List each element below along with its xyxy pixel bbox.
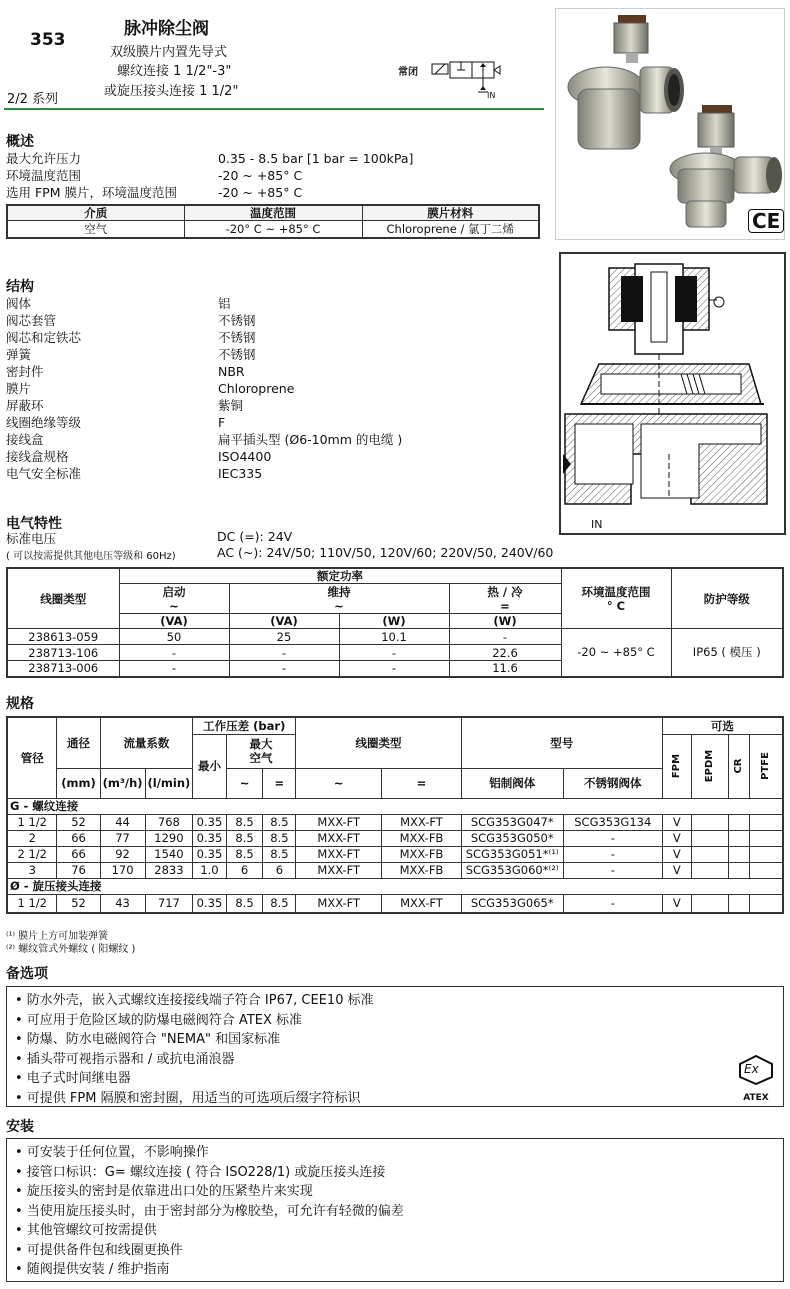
unit-va: (VA) — [229, 614, 339, 629]
ptfe-cell — [750, 894, 783, 913]
max-ac-cell: 8.5 — [226, 830, 263, 846]
start-text: 启动 — [162, 584, 186, 599]
product-code: 353 — [30, 30, 66, 50]
lmin-cell: 717 — [145, 894, 193, 913]
m3h-cell: 44 — [100, 814, 145, 830]
bore-cell: 52 — [57, 894, 100, 913]
max-ac-cell: 8.5 — [226, 846, 263, 862]
start-cell: - — [119, 645, 229, 661]
table-row — [7, 894, 783, 913]
fpm-cell: V — [662, 894, 691, 913]
table-row — [7, 629, 783, 645]
coil-cell: 238713-006 — [7, 661, 119, 677]
option-fpm — [662, 734, 691, 798]
coil-dc-cell: MXX-FT — [382, 894, 461, 913]
coil-type-header: 线圈类型 — [7, 568, 119, 629]
air-text: 空气 — [249, 751, 273, 765]
temp-header: 温度范围 — [184, 205, 362, 221]
cr-cell — [729, 894, 750, 913]
hold-va-cell: - — [229, 661, 339, 677]
fpm-cell: V — [662, 862, 691, 878]
specs-title: 规格 — [6, 696, 34, 712]
pipe-cell: 3 — [7, 862, 57, 878]
spec-key: 屏蔽环 — [6, 398, 44, 413]
hot-cold-cell: - — [449, 629, 561, 645]
hold-w-cell: - — [339, 661, 449, 677]
hot-cold-header — [449, 584, 561, 614]
spec-value: 不锈钢 — [218, 330, 256, 345]
construction-list — [6, 295, 402, 482]
rated-power-header: 额定功率 — [119, 568, 561, 584]
coil-ac-symbol: ~ — [296, 768, 382, 798]
construction-row — [6, 329, 402, 346]
epdm-cell — [691, 894, 728, 913]
max-ac-cell: 8.5 — [226, 814, 263, 830]
list-item: • 防爆、防水电磁阀符合 "NEMA" 和国家标准 — [15, 1032, 281, 1047]
table-row — [7, 862, 783, 878]
bore-cell: 66 — [57, 846, 100, 862]
options-title: 备选项 — [6, 966, 48, 982]
overview-row — [6, 184, 413, 201]
spec-value: -20 ~ +85° C — [218, 185, 303, 200]
ss-model-cell: - — [563, 846, 662, 862]
unit-va: (VA) — [119, 614, 229, 629]
coil-ac-cell: MXX-FT — [296, 862, 382, 878]
subtitle-1: 双级膜片内置先导式 — [110, 45, 228, 60]
table-row — [7, 814, 783, 830]
overview-row — [6, 150, 413, 167]
cr-cell — [729, 862, 750, 878]
min-cell: 0.35 — [193, 830, 226, 846]
unit-w: (W) — [339, 614, 449, 629]
temp-value: -20° C ~ +85° C — [184, 221, 362, 238]
dc-symbol: = — [500, 598, 510, 613]
coil-dc-symbol: = — [382, 768, 461, 798]
coil-cell: 238613-059 — [7, 629, 119, 645]
spec-value: 紫铜 — [218, 398, 244, 413]
cross-section-drawing — [559, 252, 786, 535]
coil-ac-cell: MXX-FT — [296, 894, 382, 913]
table-row — [7, 830, 783, 846]
bore-cell: 76 — [57, 862, 100, 878]
overview-title: 概述 — [6, 134, 34, 150]
drawing-in-label: IN — [591, 518, 603, 531]
option-epdm — [691, 734, 728, 798]
hold-ac-symbol: ~ — [334, 598, 344, 613]
cr-cell — [729, 814, 750, 830]
construction-row — [6, 295, 402, 312]
lmin-cell: 1290 — [145, 830, 193, 846]
lmin-unit: (l/min) — [145, 768, 193, 798]
hot-cold-text: 热 / 冷 — [487, 584, 523, 599]
max-header — [226, 734, 296, 768]
specs-table — [6, 716, 784, 914]
construction-row — [6, 346, 402, 363]
max-text: 最大 — [249, 737, 273, 751]
symbol-in-label: IN — [487, 91, 496, 100]
product-title: 脉冲除尘阀 — [124, 19, 209, 39]
ambient-text: 环境温度范围 — [581, 584, 651, 599]
spec-value: 不锈钢 — [218, 347, 256, 362]
dc-voltage: DC (=): 24V — [217, 529, 293, 544]
spec-key: 线圈绝缘等级 — [6, 415, 82, 430]
coil-ac-cell: MXX-FT — [296, 814, 382, 830]
media-table — [6, 204, 540, 239]
start-cell: - — [119, 661, 229, 677]
spec-key: 阀芯套管 — [6, 313, 57, 328]
pipe-header: 管径 — [7, 717, 57, 798]
atex-logo — [736, 1055, 776, 1101]
footnote-2: ⁽²⁾ 螺纹管式外螺纹 ( 阳螺纹 ) — [6, 944, 136, 955]
max-dc-cell: 6 — [263, 862, 296, 878]
mm-unit: (mm) — [57, 768, 100, 798]
alu-model-cell: SCG353G060*⁽²⁾ — [461, 862, 563, 878]
construction-row — [6, 465, 402, 482]
pipe-cell: 1 1/2 — [7, 814, 57, 830]
start-cell: 50 — [119, 629, 229, 645]
start-ac-symbol: ~ — [169, 598, 179, 613]
group-compression: Ø - 旋压接头连接 — [7, 878, 783, 894]
m3h-cell: 43 — [100, 894, 145, 913]
ss-model-cell: - — [563, 894, 662, 913]
spec-key: 接线盒 — [6, 432, 44, 447]
ss-model-cell: - — [563, 830, 662, 846]
cross-section-icon — [561, 254, 784, 533]
lmin-cell: 768 — [145, 814, 193, 830]
bore-cell: 66 — [57, 830, 100, 846]
alu-model-cell: SCG353G051*⁽¹⁾ — [461, 846, 563, 862]
alu-body-header: 铝制阀体 — [461, 768, 563, 798]
coil-type-header: 线圈类型 — [296, 717, 461, 768]
overview-list — [6, 150, 413, 201]
spec-key: 接线盒规格 — [6, 449, 69, 464]
list-item: • 可提供备件包和线圈更换件 — [15, 1242, 183, 1258]
alu-model-cell: SCG353G050* — [461, 830, 563, 846]
subtitle-3: 或旋压接头连接 1 1/2" — [104, 84, 239, 99]
install-title: 安装 — [6, 1119, 34, 1135]
work-pressure-header: 工作压差 (bar) — [193, 717, 296, 734]
ip-rating-cell: IP65 ( 模压 ) — [671, 629, 783, 677]
hot-cold-cell: 22.6 — [449, 645, 561, 661]
list-item: • 当使用旋压接头时，由于密封部分为橡胶垫，可允许有轻微的偏差 — [15, 1203, 404, 1219]
hot-cold-cell: 11.6 — [449, 661, 561, 677]
fpm-cell: V — [662, 814, 691, 830]
spec-key: 电气安全标准 — [6, 466, 82, 481]
coil-cell: 238713-106 — [7, 645, 119, 661]
voltage-note: ( 可以按需提供其他电压等级和 60Hz) — [6, 551, 176, 562]
spec-key: 密封件 — [6, 364, 44, 379]
max-ac-cell: 8.5 — [226, 894, 263, 913]
start-header — [119, 584, 229, 614]
lmin-cell: 2833 — [145, 862, 193, 878]
lmin-cell: 1540 — [145, 846, 193, 862]
list-item: • 可应用于危险区域的防爆电磁阀符合 ATEX 标准 — [15, 1012, 303, 1028]
valve-photo-icon — [556, 9, 785, 240]
dc-symbol: = — [263, 768, 296, 798]
list-item: • 旋压接头的密封是依靠进出口处的压紧垫片来实现 — [15, 1184, 313, 1199]
install-box — [6, 1138, 784, 1282]
spec-value: F — [218, 415, 226, 430]
spec-key: 阀体 — [6, 296, 32, 311]
option-fpm-label: FPM — [670, 753, 682, 779]
max-dc-cell: 8.5 — [263, 814, 296, 830]
list-item: • 防水外壳，嵌入式螺纹连接接线端子符合 IP67, CEE10 标准 — [15, 993, 374, 1008]
construction-row — [6, 397, 402, 414]
ce-mark: CE — [748, 209, 784, 233]
media-header: 介质 — [7, 205, 184, 221]
ptfe-cell — [750, 814, 783, 830]
ss-model-cell: - — [563, 862, 662, 878]
coil-dc-cell: MXX-FT — [382, 814, 461, 830]
spec-key: 最大允许压力 — [6, 151, 82, 166]
diaphragm-header: 膜片材料 — [362, 205, 539, 221]
max-dc-cell: 8.5 — [263, 830, 296, 846]
m3h-cell: 92 — [100, 846, 145, 862]
max-dc-cell: 8.5 — [263, 846, 296, 862]
min-cell: 0.35 — [193, 814, 226, 830]
hold-va-cell: - — [229, 645, 339, 661]
product-photo — [555, 8, 785, 240]
pipe-cell: 1 1/2 — [7, 894, 57, 913]
deg-c-text: ° C — [606, 598, 626, 613]
coil-dc-cell: MXX-FB — [382, 846, 461, 862]
cr-cell — [729, 846, 750, 862]
construction-row — [6, 414, 402, 431]
options-box — [6, 986, 784, 1107]
epdm-cell — [691, 814, 728, 830]
spec-value: 铝 — [218, 296, 231, 311]
subtitle-2: 螺纹连接 1 1/2"-3" — [117, 64, 232, 79]
alu-model-cell: SCG353G065* — [461, 894, 563, 913]
epdm-cell — [691, 830, 728, 846]
construction-row — [6, 431, 402, 448]
list-item: • 接管口标识：G= 螺纹连接 ( 符合 ISO228/1) 或旋压接头连接 — [15, 1164, 386, 1180]
option-cr — [729, 734, 750, 798]
coil-ac-cell: MXX-FT — [296, 830, 382, 846]
spec-key: 环境温度范围 — [6, 168, 82, 183]
spec-value: 0.35 - 8.5 bar [1 bar = 100kPa] — [218, 151, 414, 166]
coil-dc-cell: MXX-FB — [382, 830, 461, 846]
alu-model-cell: SCG353G047* — [461, 814, 563, 830]
max-ac-cell: 6 — [226, 862, 263, 878]
spec-value: Chloroprene — [218, 381, 295, 396]
series-label: 2/2 系列 — [7, 92, 59, 107]
voltage-label: 标准电压 — [6, 531, 57, 546]
max-dc-cell: 8.5 — [263, 894, 296, 913]
construction-title: 结构 — [6, 279, 34, 295]
ptfe-cell — [750, 846, 783, 862]
flow-header: 流量系数 — [100, 717, 193, 768]
diaphragm-value: Chloroprene / 氯丁二烯 — [362, 221, 539, 238]
hold-va-cell: 25 — [229, 629, 339, 645]
bore-cell: 52 — [57, 814, 100, 830]
fpm-cell: V — [662, 846, 691, 862]
min-header: 最小 — [193, 734, 226, 798]
nc-label: 常闭 — [398, 67, 418, 78]
ex-text: Ex — [744, 1062, 759, 1076]
pipe-cell: 2 1/2 — [7, 846, 57, 862]
option-ptfe — [750, 734, 783, 798]
epdm-cell — [691, 862, 728, 878]
electrical-title: 电气特性 — [6, 516, 62, 532]
option-ptfe-label: PTFE — [760, 752, 772, 780]
m3h-cell: 77 — [100, 830, 145, 846]
spec-value: NBR — [218, 364, 245, 379]
ambient-header — [561, 568, 671, 629]
spec-key: 膜片 — [6, 381, 32, 396]
list-item: • 随阀提供安装 / 维护指南 — [15, 1262, 170, 1277]
epdm-cell — [691, 846, 728, 862]
spec-value: 不锈钢 — [218, 313, 256, 328]
spec-value: 扁平插头型 (Ø6-10mm 的电缆 ) — [218, 432, 403, 447]
list-item: • 其他管螺纹可按需提供 — [15, 1223, 157, 1238]
min-cell: 0.35 — [193, 846, 226, 862]
hold-w-cell: 10.1 — [339, 629, 449, 645]
cr-cell — [729, 830, 750, 846]
bore-header: 通径 — [57, 717, 100, 768]
hold-text: 维持 — [327, 584, 351, 599]
spec-value: IEC335 — [218, 466, 263, 481]
spec-value: ISO4400 — [218, 449, 272, 464]
list-item: • 可安装于任何位置，不影响操作 — [15, 1145, 209, 1160]
ptfe-cell — [750, 862, 783, 878]
group-thread: G - 螺纹连接 — [7, 798, 783, 814]
unit-w: (W) — [449, 614, 561, 629]
footnote-1: ⁽¹⁾ 膜片上方可加装弹簧 — [6, 931, 109, 942]
min-cell: 1.0 — [193, 862, 226, 878]
hold-w-cell: - — [339, 645, 449, 661]
list-item: • 电子式时间继电器 — [15, 1071, 131, 1086]
overview-row — [6, 167, 413, 184]
atex-text: ATEX — [743, 1092, 769, 1103]
header-divider — [4, 108, 544, 110]
list-item: • 可提供 FPM 隔膜和密封圈，用适当的可选项后缀字符标识 — [15, 1090, 361, 1106]
option-cr-label: CR — [733, 758, 745, 774]
option-epdm-label: EPDM — [704, 749, 716, 783]
fpm-cell: V — [662, 830, 691, 846]
pipe-cell: 2 — [7, 830, 57, 846]
spec-value: -20 ~ +85° C — [218, 168, 303, 183]
coil-table — [6, 567, 784, 678]
coil-dc-cell: MXX-FB — [382, 862, 461, 878]
min-cell: 0.35 — [193, 894, 226, 913]
ptfe-cell — [750, 830, 783, 846]
m3h-unit: (m³/h) — [100, 768, 145, 798]
temp-range-cell: -20 ~ +85° C — [561, 629, 671, 677]
list-item: • 插头带可视指示器和 / 或抗电涌浪器 — [15, 1051, 235, 1067]
media-value: 空气 — [7, 221, 184, 238]
coil-ac-cell: MXX-FT — [296, 846, 382, 862]
model-header: 型号 — [461, 717, 662, 768]
m3h-cell: 170 — [100, 862, 145, 878]
options-header: 可选 — [662, 717, 783, 734]
spec-key: 弹簧 — [6, 347, 32, 362]
ss-model-cell: SCG353G134 — [563, 814, 662, 830]
ss-body-header: 不锈钢阀体 — [563, 768, 662, 798]
spec-key: 阀芯和定铁芯 — [6, 330, 82, 345]
table-row — [7, 846, 783, 862]
ac-voltage: AC (~): 24V/50; 110V/50, 120V/60; 220V/50, 240V/60 — [217, 545, 554, 560]
protection-header: 防护等级 — [671, 568, 783, 629]
hold-header — [229, 584, 449, 614]
construction-row — [6, 448, 402, 465]
spec-key: 选用 FPM 膜片，环境温度范围 — [6, 185, 177, 200]
construction-row — [6, 363, 402, 380]
ac-symbol: ~ — [226, 768, 263, 798]
construction-row — [6, 312, 402, 329]
construction-row — [6, 380, 402, 397]
